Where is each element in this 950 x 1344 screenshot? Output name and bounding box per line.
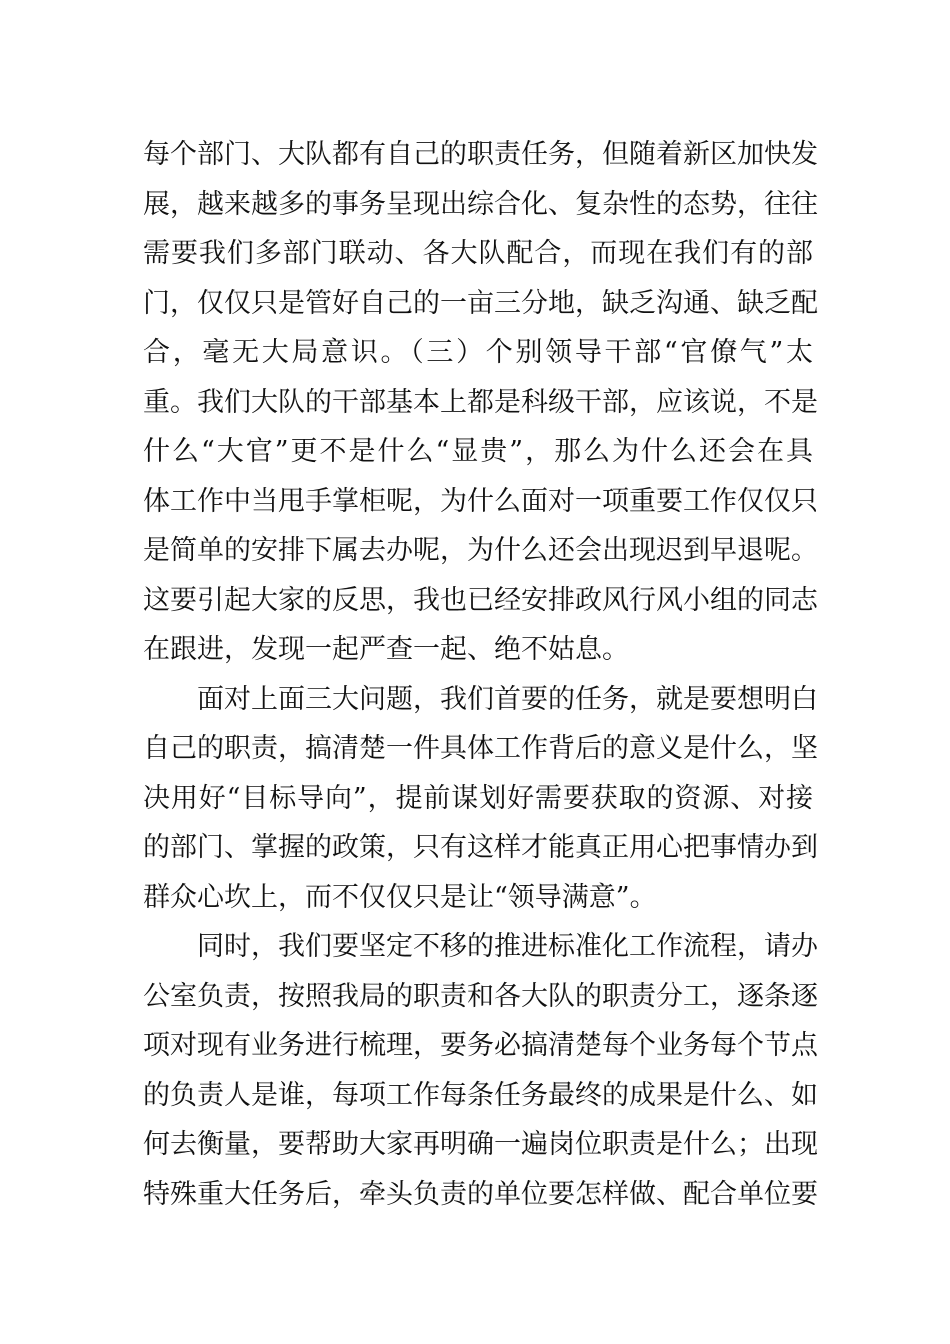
text-line: 的负责人是谁，每项工作每条任务最终的成果是什么、如 (143, 1079, 818, 1111)
text-line: 的部门、掌握的政策，只有这样才能真正用心把事情办到 (143, 832, 818, 863)
text-line: 每个部门、大队都有自己的职责任务，但随着新区加快发 (143, 139, 818, 170)
text-line: 在跟进，发现一起严查一起、绝不姑息。 (143, 634, 629, 665)
text-line: 什么“大官”更不是什么“显贵”，那么为什么还会在具 (143, 436, 813, 467)
text-line: 特殊重大任务后，牵头负责的单位要怎样做、配合单位要 (143, 1178, 818, 1210)
text-line: 同时，我们要坚定不移的推进标准化工作流程，请办 (197, 931, 818, 962)
text-line: 何去衡量，要帮助大家再明确一遍岗位职责是什么；出现 (143, 1129, 818, 1160)
text-line: 需要我们多部门联动、各大队配合，而现在我们有的部 (143, 238, 813, 269)
text-line: 自己的职责，搞清楚一件具体工作背后的意义是什么，坚 (143, 733, 818, 764)
text-line: 体工作中当甩手掌柜呢，为什么面对一项重要工作仅仅只 (143, 485, 818, 517)
text-line: 门，仅仅只是管好自己的一亩三分地，缺乏沟通、缺乏配 (143, 287, 818, 319)
text-line: 展，越来越多的事务呈现出综合化、复杂性的态势，往往 (143, 188, 818, 220)
text-line: 这要引起大家的反思，我也已经安排政风行风小组的同志 (143, 584, 818, 616)
text-line: 面对上面三大问题，我们首要的任务，就是要想明白 (197, 683, 818, 715)
text-line: 重。我们大队的干部基本上都是科级干部，应该说，不是 (143, 386, 818, 418)
text-line: 公室负责，按照我局的职责和各大队的职责分工，逐条逐 (143, 980, 818, 1012)
body-text (143, 130, 818, 1219)
text-line: 群众心坎上，而不仅仅只是让“领导满意”。 (143, 881, 657, 913)
text-line: 决用好“目标导向”，提前谋划好需要获取的资源、对接 (143, 782, 813, 814)
text-line: 是简单的安排下属去办呢，为什么还会出现迟到早退呢。 (143, 535, 818, 566)
text-line: 合，毫无大局意识。（三）个别领导干部“官僚气”太 (143, 337, 813, 368)
text-line: 项对现有业务进行梳理，要务必搞清楚每个业务每个节点 (143, 1030, 818, 1061)
